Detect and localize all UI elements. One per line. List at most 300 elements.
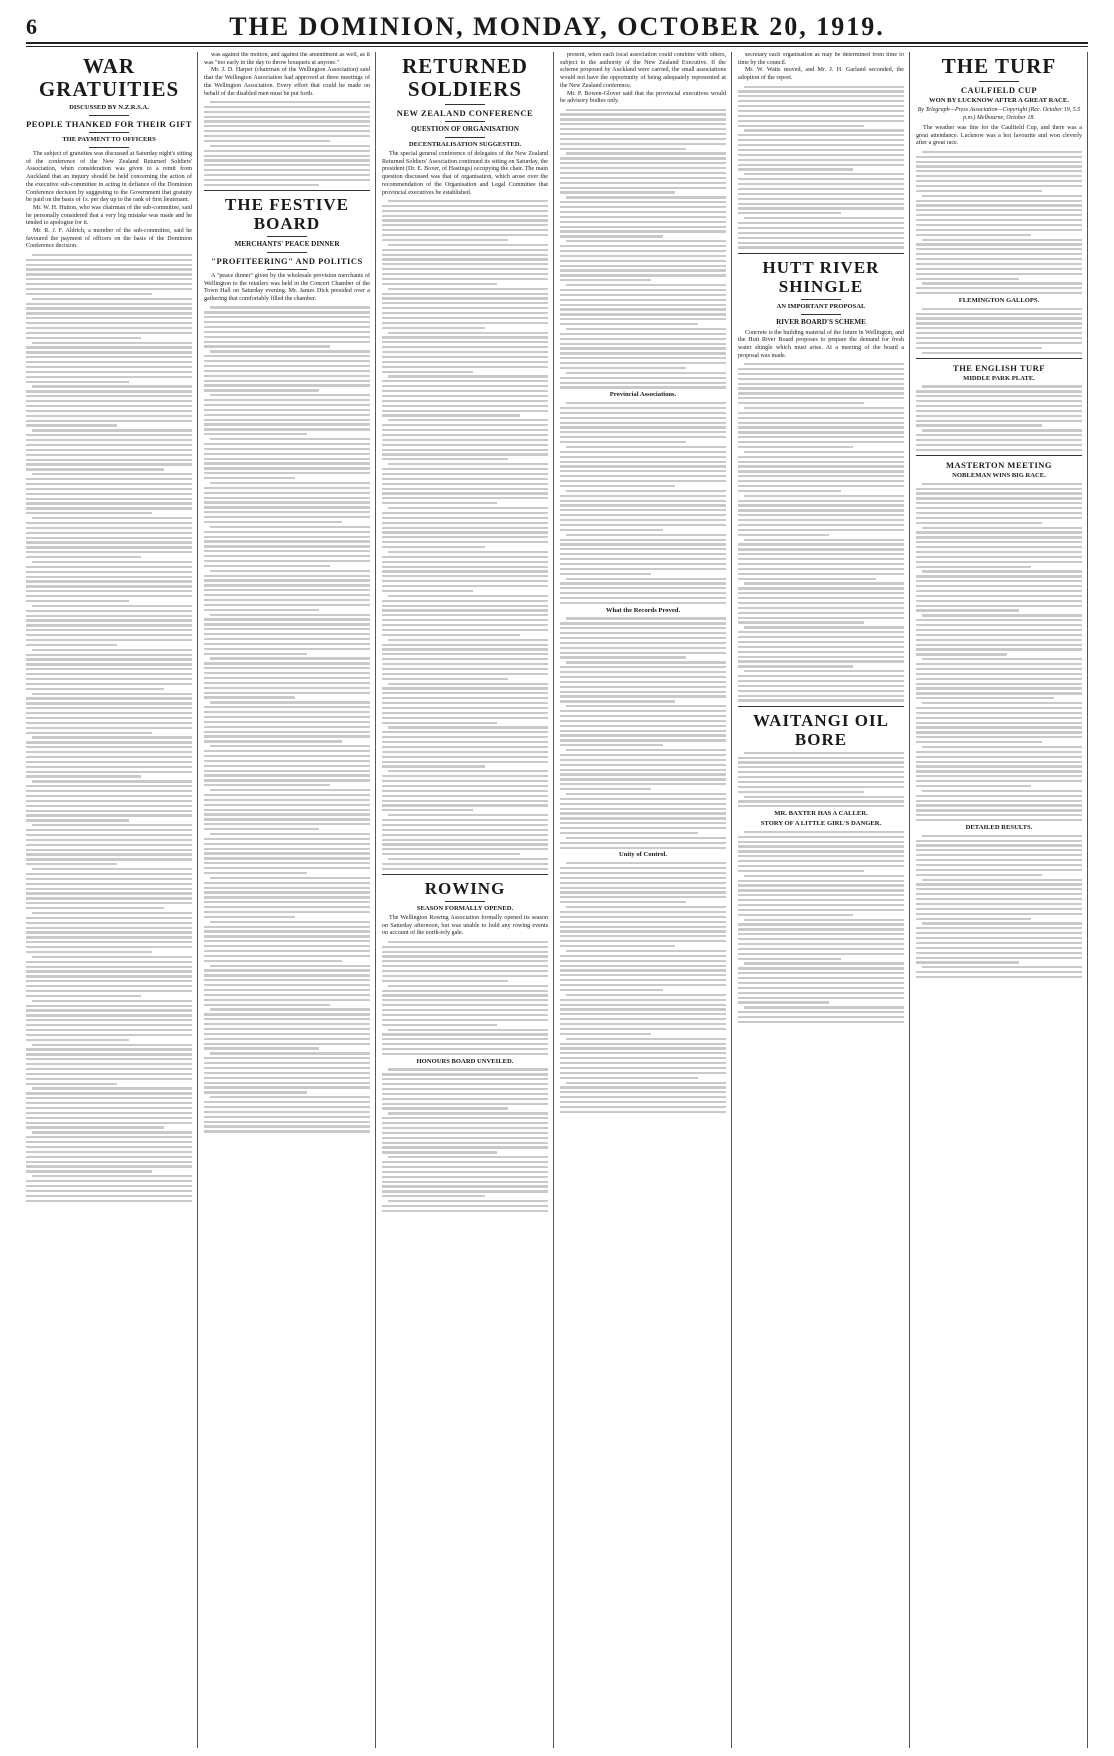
text-line xyxy=(560,504,726,506)
text-line xyxy=(204,164,370,166)
text-line xyxy=(204,433,307,435)
text-line xyxy=(26,883,192,885)
text-line xyxy=(560,128,726,130)
text-line xyxy=(204,565,330,567)
text-line xyxy=(26,1141,192,1143)
text-line xyxy=(560,1023,726,1025)
divider xyxy=(445,901,485,902)
divider xyxy=(801,299,841,300)
text-line xyxy=(738,602,904,604)
text-line xyxy=(566,109,726,111)
text-line xyxy=(738,665,853,667)
text-line xyxy=(382,1093,548,1095)
text-line xyxy=(744,451,904,453)
column-rule xyxy=(731,52,732,1748)
text-line xyxy=(560,1111,726,1113)
text-line xyxy=(922,483,1082,485)
text-line xyxy=(916,913,1082,915)
text-line xyxy=(382,297,548,299)
text-line xyxy=(26,351,192,353)
text-line xyxy=(382,341,548,343)
text-line xyxy=(204,974,370,976)
text-line xyxy=(204,336,370,338)
text-line xyxy=(560,148,686,150)
text-line xyxy=(566,402,726,404)
text-line xyxy=(204,467,370,469)
column-4 xyxy=(560,52,726,1748)
text-line xyxy=(916,165,1082,167)
text-line xyxy=(382,483,548,485)
text-line xyxy=(26,746,192,748)
text-line xyxy=(560,260,726,262)
text-line xyxy=(26,639,192,641)
text-line xyxy=(560,637,726,639)
text-line xyxy=(26,853,192,855)
text-line xyxy=(382,965,548,967)
text-line xyxy=(382,731,548,733)
text-line xyxy=(26,361,192,363)
text-line xyxy=(916,439,1082,441)
text-line xyxy=(744,86,904,88)
text-line xyxy=(738,397,904,399)
text-line xyxy=(204,531,370,533)
text-line xyxy=(738,771,904,773)
text-line xyxy=(26,366,192,368)
text-line xyxy=(560,676,726,678)
text-line xyxy=(916,819,1082,821)
text-line xyxy=(204,887,370,889)
text-line xyxy=(738,246,904,248)
text-line xyxy=(26,756,192,758)
column-text-block xyxy=(560,402,726,604)
text-line xyxy=(204,740,342,742)
text-line xyxy=(560,652,726,654)
text-line xyxy=(560,172,726,174)
column-text-block xyxy=(738,86,904,249)
subhead-masterton: MASTERTON MEETING xyxy=(945,460,1053,471)
text-line xyxy=(922,746,1082,748)
text-line xyxy=(916,585,1082,587)
text-line xyxy=(560,1052,726,1054)
text-line xyxy=(204,365,370,367)
text-line xyxy=(26,678,192,680)
text-line xyxy=(204,487,370,489)
subhead-caulfield: CAULFIELD CUP xyxy=(960,85,1038,95)
text-line xyxy=(916,775,1082,777)
text-line xyxy=(204,872,307,874)
text-line xyxy=(382,1073,548,1075)
column-rule xyxy=(1087,52,1088,1748)
text-line xyxy=(916,347,1042,349)
text-line xyxy=(560,338,726,340)
text-line xyxy=(204,852,370,854)
text-line xyxy=(738,446,853,448)
text-line xyxy=(382,1161,548,1163)
text-line xyxy=(916,697,1054,699)
text-line xyxy=(382,283,497,285)
text-line xyxy=(388,332,548,334)
text-line xyxy=(922,429,1082,431)
text-line xyxy=(26,668,192,670)
text-line xyxy=(210,1052,370,1054)
text-line xyxy=(744,626,904,628)
text-line xyxy=(204,1023,370,1025)
text-line xyxy=(916,883,1082,885)
text-line xyxy=(916,937,1082,939)
text-line xyxy=(26,790,192,792)
text-line xyxy=(204,389,319,391)
text-line xyxy=(210,394,370,396)
text-line xyxy=(738,110,904,112)
text-line xyxy=(382,224,548,226)
text-line xyxy=(26,493,192,495)
text-line xyxy=(738,183,904,185)
text-line xyxy=(922,239,1082,241)
text-line xyxy=(566,617,726,619)
text-line xyxy=(916,634,1082,636)
divider xyxy=(916,455,1082,456)
text-line xyxy=(916,561,1082,563)
text-line xyxy=(204,140,330,142)
text-line xyxy=(204,755,370,757)
text-line xyxy=(916,673,1082,675)
text-line xyxy=(560,539,726,541)
paragraph: The Wellington Rowing Association formally opened its season on Saturday afternoon, but was unable to hold any rowing events on account of the north-erly gale. xyxy=(382,914,548,937)
text-line xyxy=(560,681,726,683)
text-line xyxy=(26,434,192,436)
text-line xyxy=(560,543,726,545)
text-line xyxy=(382,585,548,587)
text-line xyxy=(382,317,548,319)
text-line xyxy=(922,570,1082,572)
text-line xyxy=(204,882,370,884)
text-line xyxy=(382,999,548,1001)
text-line xyxy=(738,563,904,565)
text-line xyxy=(204,521,342,523)
text-line xyxy=(738,543,904,545)
text-line xyxy=(560,773,726,775)
text-line xyxy=(916,575,1082,577)
text-line xyxy=(738,675,904,677)
text-line xyxy=(560,700,675,702)
paragraph: The weather was fine for the Caulfield Cup, and there was a great attendance. Lucknow was a hot favourite and won cleverly after a great race. xyxy=(916,125,1082,147)
text-line xyxy=(560,191,675,193)
text-line xyxy=(560,945,675,947)
text-line xyxy=(916,507,1082,509)
text-line xyxy=(916,287,1082,289)
text-line xyxy=(560,568,726,570)
text-line xyxy=(560,343,726,345)
page-title: THE DOMINION, MONDAY, OCTOBER 20, 1919. xyxy=(229,12,885,41)
text-line xyxy=(916,849,1082,851)
text-line xyxy=(26,478,192,480)
text-line xyxy=(566,284,726,286)
text-line xyxy=(32,385,192,387)
text-line xyxy=(560,911,726,913)
column-6 xyxy=(916,52,1082,1748)
text-line xyxy=(560,461,726,463)
text-line xyxy=(382,327,485,329)
text-line xyxy=(382,790,548,792)
text-line xyxy=(560,495,726,497)
text-line xyxy=(382,488,548,490)
text-line xyxy=(382,1171,548,1173)
text-line xyxy=(382,366,548,368)
text-line xyxy=(916,785,1031,787)
text-line xyxy=(204,1111,370,1113)
text-line xyxy=(204,848,370,850)
text-line xyxy=(26,814,192,816)
text-line xyxy=(26,527,192,529)
text-line xyxy=(922,282,1082,284)
text-line xyxy=(916,717,1082,719)
text-line xyxy=(560,769,726,771)
text-line xyxy=(26,1039,129,1041)
column-text-block xyxy=(916,385,1082,451)
text-line xyxy=(922,385,1082,387)
text-line xyxy=(388,726,548,728)
text-line xyxy=(916,624,1082,626)
text-line xyxy=(26,766,192,768)
text-line xyxy=(26,1170,152,1172)
text-line xyxy=(738,436,904,438)
text-line xyxy=(738,621,864,623)
column-text-block xyxy=(916,151,1082,295)
text-line xyxy=(560,817,726,819)
text-line xyxy=(560,969,726,971)
text-line xyxy=(26,459,192,461)
subhead-nobleman: NOBLEMAN WINS BIG RACE. xyxy=(952,472,1046,480)
text-line xyxy=(738,475,904,477)
text-line xyxy=(382,1033,548,1035)
text-line xyxy=(738,164,904,166)
column-rule xyxy=(553,52,554,1748)
text-line xyxy=(382,312,548,314)
text-line xyxy=(738,578,876,580)
text-line xyxy=(922,922,1082,924)
text-line xyxy=(204,926,370,928)
text-line xyxy=(738,193,904,195)
subhead-danger: STORY OF A LITTLE GIRL'S DANGER. xyxy=(760,820,882,828)
text-line xyxy=(204,1047,319,1049)
text-line xyxy=(382,590,473,592)
text-line xyxy=(204,579,370,581)
text-line xyxy=(382,449,548,451)
text-line xyxy=(560,754,726,756)
text-line xyxy=(916,932,1082,934)
text-line xyxy=(204,896,370,898)
text-line xyxy=(560,514,726,516)
text-line xyxy=(382,839,548,841)
text-line xyxy=(738,997,904,999)
text-line xyxy=(204,116,370,118)
text-line xyxy=(204,125,370,127)
text-line xyxy=(204,1033,370,1035)
text-line xyxy=(560,431,726,433)
text-line xyxy=(210,965,370,967)
text-line xyxy=(560,118,726,120)
text-line xyxy=(382,429,548,431)
text-line xyxy=(26,288,192,290)
text-line xyxy=(32,912,192,914)
headline-hutt-river: HUTT RIVER SHINGLE xyxy=(762,257,880,296)
text-line xyxy=(388,507,548,509)
text-line xyxy=(382,619,548,621)
text-line xyxy=(382,863,548,865)
text-line xyxy=(26,371,192,373)
text-line xyxy=(738,953,904,955)
text-line xyxy=(26,922,192,924)
text-line xyxy=(26,1009,192,1011)
text-line xyxy=(204,618,370,620)
text-line xyxy=(560,832,698,834)
text-line xyxy=(560,465,726,467)
text-line xyxy=(916,770,1082,772)
text-line xyxy=(916,313,1082,315)
text-line xyxy=(382,356,548,358)
text-line xyxy=(382,1009,548,1011)
text-line xyxy=(916,263,1082,265)
text-line xyxy=(204,355,370,357)
text-line xyxy=(566,328,726,330)
text-line xyxy=(916,869,1082,871)
text-line xyxy=(204,721,370,723)
text-line xyxy=(916,644,1082,646)
text-line xyxy=(210,482,370,484)
text-line xyxy=(560,304,726,306)
text-line xyxy=(204,813,370,815)
text-line xyxy=(560,808,726,810)
text-line xyxy=(26,829,192,831)
column-rule xyxy=(375,52,376,1748)
text-line xyxy=(738,850,904,852)
text-line xyxy=(382,273,548,275)
text-line xyxy=(26,278,192,280)
text-line xyxy=(26,654,192,656)
text-line xyxy=(388,244,548,246)
text-line xyxy=(382,1117,548,1119)
text-line xyxy=(382,468,548,470)
text-line xyxy=(916,258,1082,260)
text-line xyxy=(916,648,1082,650)
text-line xyxy=(204,516,370,518)
text-line xyxy=(738,553,904,555)
text-line xyxy=(560,318,726,320)
text-line xyxy=(204,506,370,508)
text-line xyxy=(916,327,1082,329)
text-line xyxy=(210,526,370,528)
text-line xyxy=(738,987,904,989)
text-line xyxy=(26,951,152,953)
text-line xyxy=(916,595,1082,597)
text-line xyxy=(26,1195,192,1197)
text-line xyxy=(26,1180,192,1182)
text-line xyxy=(738,509,904,511)
text-line xyxy=(204,155,370,157)
text-line xyxy=(916,678,1082,680)
text-line xyxy=(204,1057,370,1059)
text-line xyxy=(560,778,726,780)
text-line xyxy=(738,1021,904,1023)
text-line xyxy=(204,667,370,669)
text-line xyxy=(916,268,1082,270)
text-line xyxy=(560,475,726,477)
text-line xyxy=(560,1091,726,1093)
text-line xyxy=(32,824,192,826)
text-line xyxy=(922,879,1082,881)
text-line xyxy=(388,639,548,641)
text-line xyxy=(916,840,1082,842)
text-line xyxy=(382,1127,548,1129)
text-line xyxy=(738,914,853,916)
text-line xyxy=(738,646,904,648)
text-line xyxy=(26,980,192,982)
text-line xyxy=(738,529,904,531)
column-text-block xyxy=(738,831,904,1023)
text-line xyxy=(26,1112,192,1114)
text-line xyxy=(916,741,1042,743)
text-line xyxy=(382,795,548,797)
text-line xyxy=(210,306,370,308)
text-line xyxy=(26,1185,192,1187)
text-line xyxy=(204,911,370,913)
text-line xyxy=(738,776,904,778)
text-line xyxy=(26,395,192,397)
text-line xyxy=(560,289,726,291)
text-line xyxy=(204,1038,370,1040)
text-line xyxy=(26,966,192,968)
text-line xyxy=(204,375,370,377)
text-line xyxy=(204,414,370,416)
text-line xyxy=(210,657,370,659)
text-line xyxy=(26,927,192,929)
text-line xyxy=(916,234,1031,236)
text-line xyxy=(382,497,548,499)
text-line xyxy=(560,1013,726,1015)
text-line xyxy=(738,95,904,97)
text-line xyxy=(916,248,1082,250)
text-line xyxy=(916,957,1082,959)
text-line xyxy=(916,243,1082,245)
text-line xyxy=(916,556,1082,558)
subhead-baxter: MR. BAXTER HAS A CALLER. xyxy=(774,810,868,818)
text-line xyxy=(26,449,192,451)
text-line xyxy=(204,453,370,455)
text-line xyxy=(738,636,904,638)
text-line xyxy=(26,941,192,943)
text-line xyxy=(204,331,370,333)
text-line xyxy=(560,470,726,472)
divider xyxy=(89,147,129,148)
text-line xyxy=(204,677,370,679)
text-line xyxy=(566,534,726,536)
text-line xyxy=(560,1067,726,1069)
text-line xyxy=(388,419,548,421)
text-line xyxy=(560,382,726,384)
text-line xyxy=(26,454,192,456)
text-line xyxy=(204,1101,370,1103)
text-line xyxy=(26,507,192,509)
text-line xyxy=(560,177,726,179)
text-line xyxy=(210,614,370,616)
text-line xyxy=(738,884,904,886)
text-line xyxy=(916,908,1082,910)
text-line xyxy=(382,395,548,397)
text-line xyxy=(916,497,1082,499)
text-line xyxy=(560,480,726,482)
text-line xyxy=(382,1146,548,1148)
subhead-detailed-results: DETAILED RESULTS. xyxy=(965,823,1033,831)
